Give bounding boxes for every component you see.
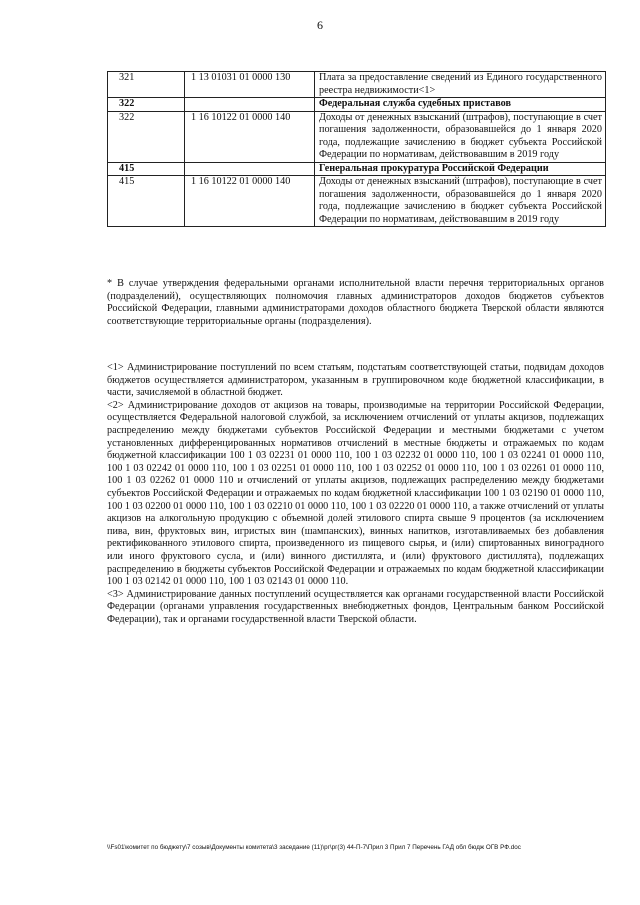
- note-3: <3> Администрирование данных поступлений осуществляется как органами государственной власти Российской Федерации (органами управления государственных внебюджетных фондов, Центральным банком Российской Федерации), так и органами государственной власти Тверской области.: [107, 588, 604, 625]
- note-2: <2> Администрирование доходов от акцизов на товары, производимые на территории Российской Федерации, осуществляется Федеральной налоговой службой, за исключением отчислений от уплаты акцизов, подлежащих распределению между бюджетами субъектов Российской Федерации и местными бюджетами с учетом установленных дифференцированных нормативов отчислений в местные бюджеты и отражаемых по кодам бюджетной классификации 100 1 03 02231 01 0000 110, 100 1 03 02232 01 0000 110, 100 1 03 02241 01 0000 110, 100 1 03 02242 01 0000 110, 100 1 03 02251 01 0000 110, 100 1 03 02252 01 0000 110, 100 1 03 02261 01 0000 110, 100 1 03 02262 01 0000 110 и отчислений от уплаты акцизов, подлежащих распределению между бюджетами субъектов Российской Федерации и отражаемых по кодам бюджетной классификации 100 1 03 02190 01 0000 110, 100 1 03 02200 01 0000 110, 100 1 03 02210 01 0000 110, 100 1 03 02220 01 0000 110, а также отчислений от уплаты акцизов на алкогольную продукцию с объемной долей этилового спирта свыше 9 процентов (за исключением пива, вин, фруктовых вин, игристых вин (шампанских), винных напитков, изготавливаемых без добавления ректификованного этилового спирта, произведенного из пищевого сырья, и (или) спиртованных виноградного или иного фруктового сусла, и (или) винного дистиллята, и (или) фруктового дистиллята), подлежащих распределению в бюджеты субъектов Российской Федерации и отражаемых по кодам бюджетной классификации 100 1 03 02142 01 0000 110, 100 1 03 02143 01 0000 110.: [107, 399, 604, 588]
- cell-admin-code: 321: [108, 72, 185, 98]
- table-row: [108, 111, 606, 162]
- table-row: [108, 72, 606, 98]
- cell-admin-code: 415: [108, 176, 185, 227]
- footnote-star: [107, 278, 604, 328]
- cell-revenue-name: Плата за предоставление сведений из Единого государственного реестра недвижимости<1>: [315, 72, 606, 98]
- footnote-star-text: * В случае утверждения федеральными органами исполнительной власти перечня территориальных органов (подразделений), осуществляющих полномочия главных администраторов доходов бюджетов субъектов Российской Федерации, главными администраторами доходов областного бюджета Тверской области являются соответствующие территориальные органы (подразделения).: [107, 278, 604, 327]
- cell-revenue-name: Генеральная прокуратура Российской Федерации: [315, 162, 606, 176]
- note-1: <1> Администрирование поступлений по всем статьям, подстатьям соответствующей статьи, подвидам доходов бюджетов осуществляется администратором, указанным в группировочном коде бюджетной классификации, в части, зачисляемой в областной бюджет.: [107, 362, 604, 399]
- table-row-organization: [108, 98, 606, 112]
- table-row: [108, 176, 606, 227]
- file-path-footer: \\Fs01\комитет по бюджету\7 созыв\Документы комитета\3 заседание (11)\рг\рг(3) 44-П-7\Прил 3 Прил 7 Перечень ГАД обл бюдж ОГВ РФ.doc: [107, 844, 521, 851]
- cell-admin-code: 415: [108, 162, 185, 176]
- cell-revenue-name: Доходы от денежных взысканий (штрафов), поступающие в счет погашения задолженности, образовавшейся до 1 января 2020 года, подлежащие зачислению в бюджет субъекта Российской Федерации по нормативам, действовавшим в 2019 году: [315, 111, 606, 162]
- cell-kbk-code: [185, 98, 315, 112]
- cell-admin-code: 322: [108, 111, 185, 162]
- table-row-organization: [108, 162, 606, 176]
- cell-kbk-code: 1 16 10122 01 0000 140: [185, 111, 315, 162]
- page-number: 6: [317, 18, 323, 32]
- cell-revenue-name: Федеральная служба судебных приставов: [315, 98, 606, 112]
- cell-kbk-code: 1 13 01031 01 0000 130: [185, 72, 315, 98]
- revenue-administrators-table: [107, 71, 606, 227]
- cell-kbk-code: [185, 162, 315, 176]
- cell-admin-code: 322: [108, 98, 185, 112]
- cell-kbk-code: 1 16 10122 01 0000 140: [185, 176, 315, 227]
- notes-block: [107, 362, 604, 626]
- cell-revenue-name: Доходы от денежных взысканий (штрафов), поступающие в счет погашения задолженности, образовавшейся до 1 января 2020 года, подлежащие зачислению в бюджет субъекта Российской Федерации по нормативам, действовавшим в 2019 году: [315, 176, 606, 227]
